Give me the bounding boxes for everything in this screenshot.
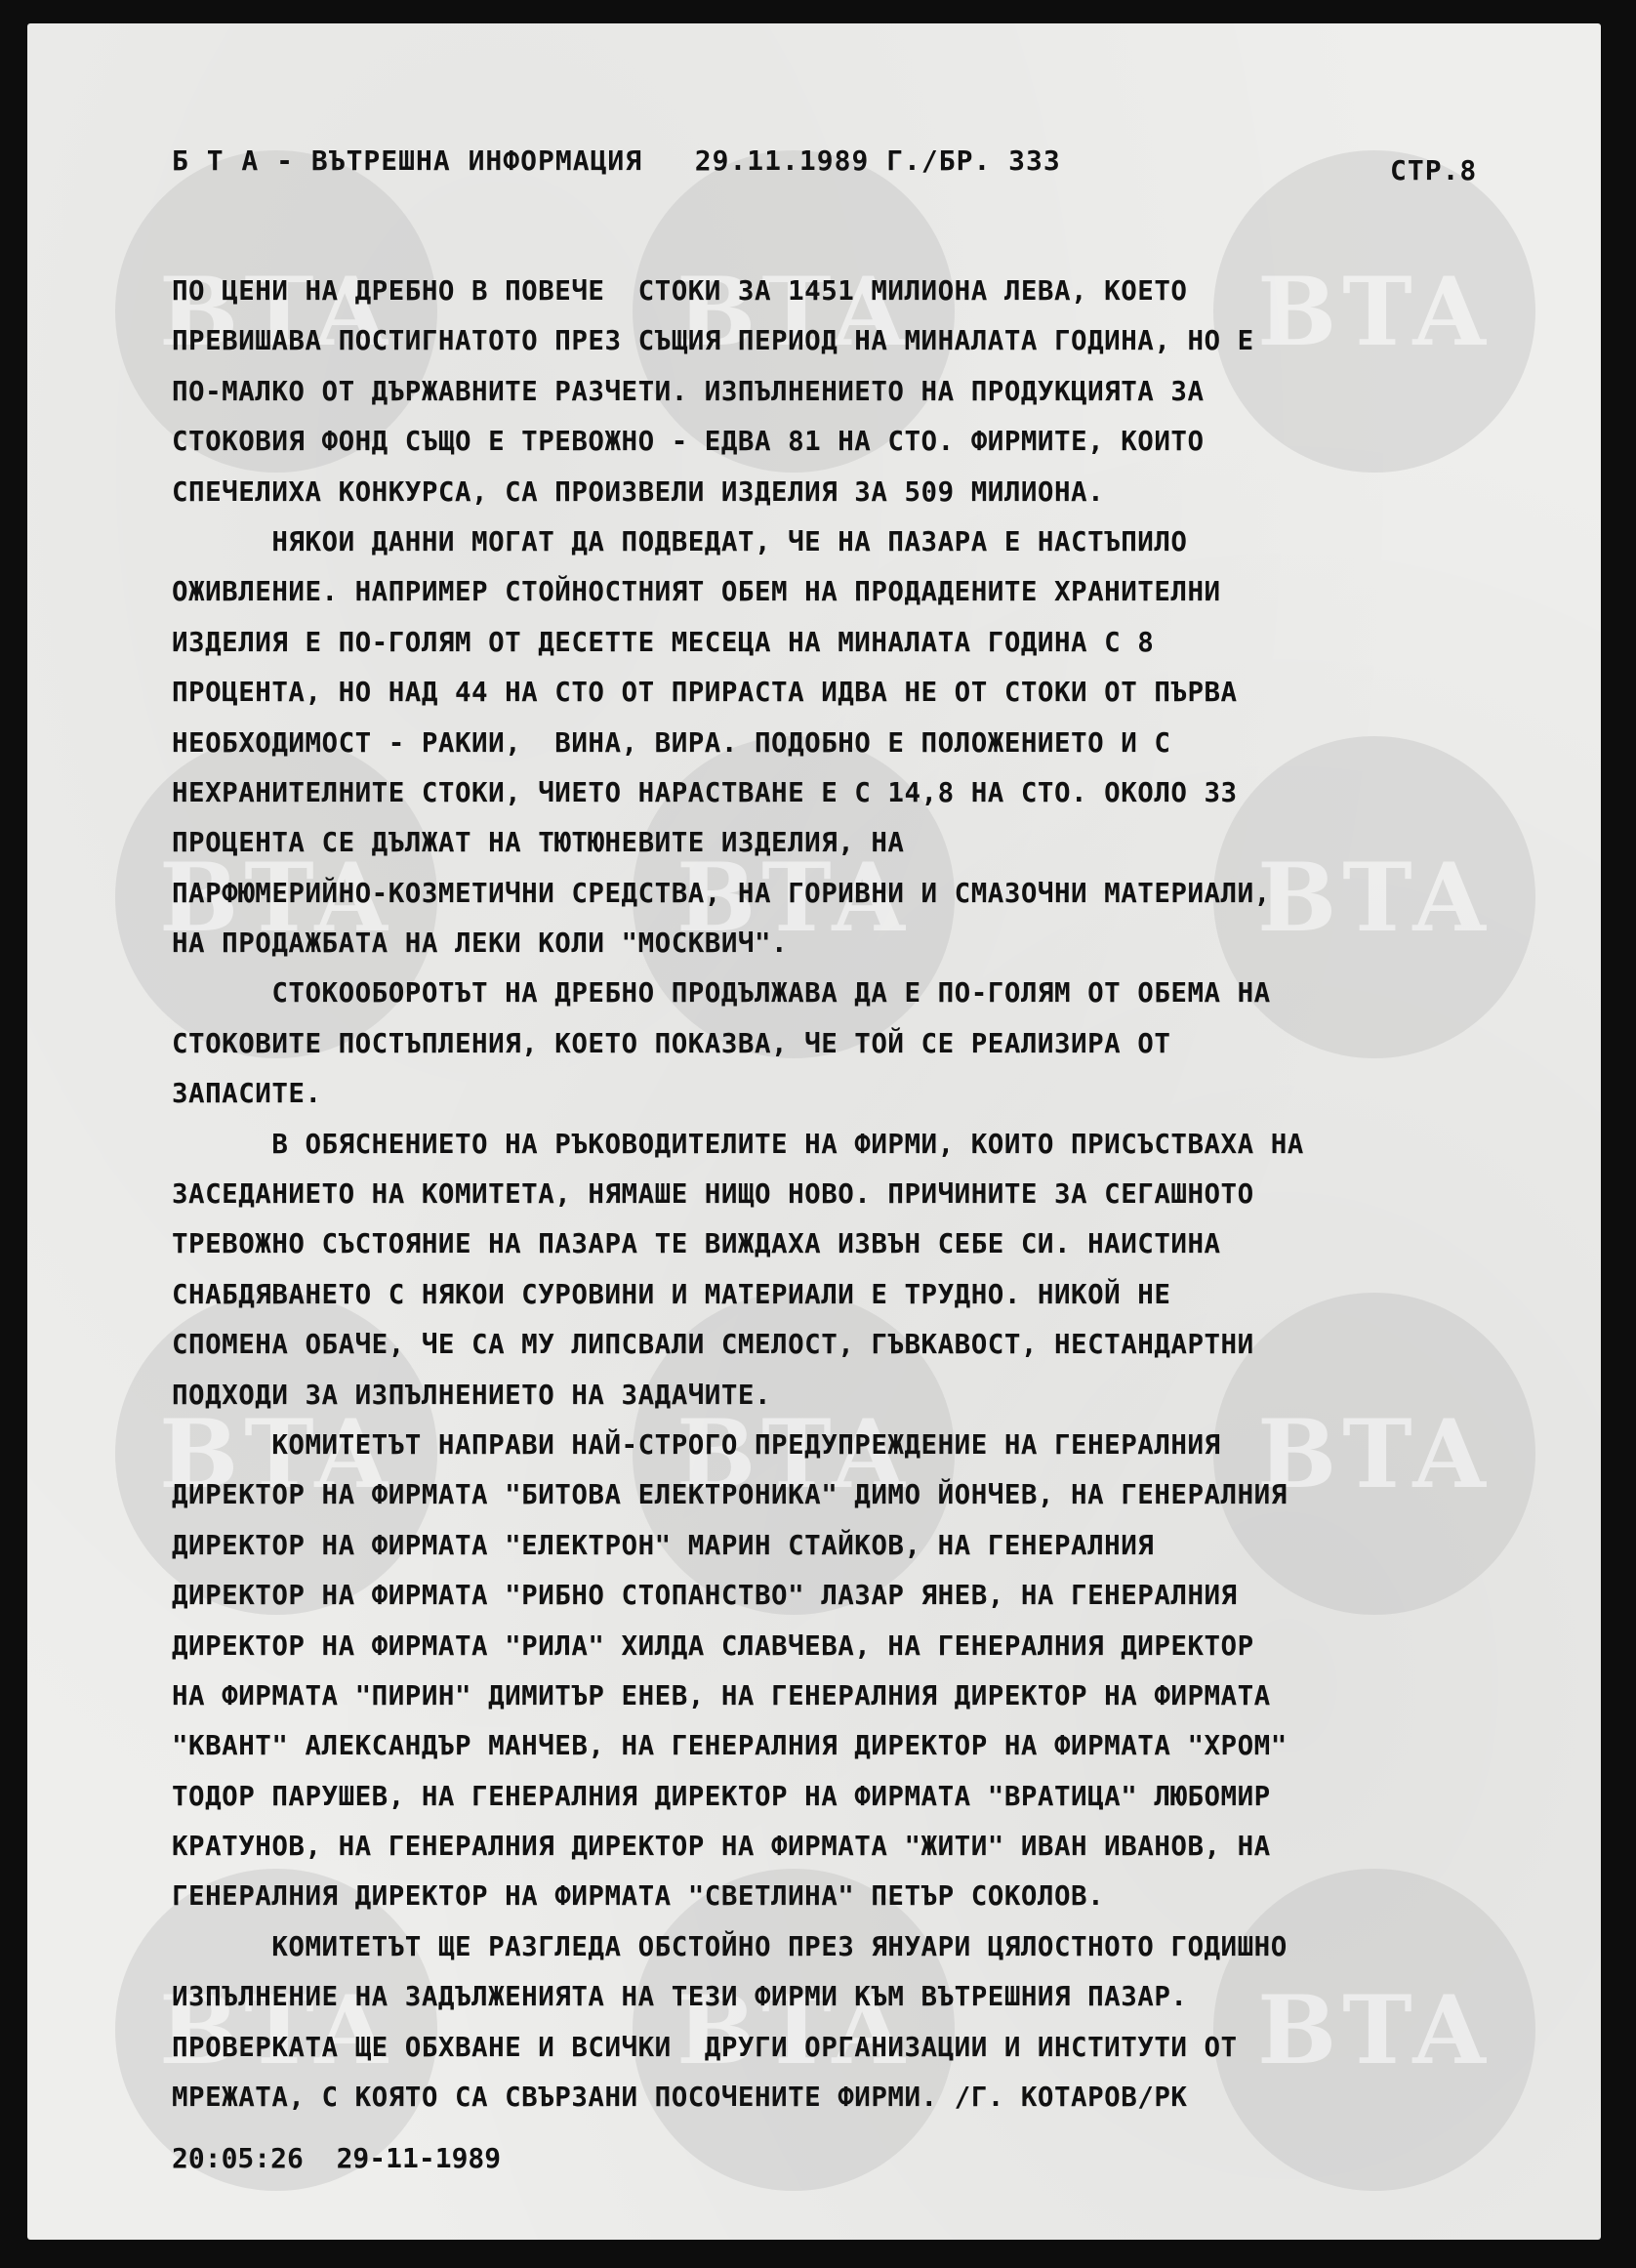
body-line: СТОКОВИТЕ ПОСТЪПЛЕНИЯ, КОЕТО ПОКАЗВА, ЧЕ ТОЙ СЕ РЕАЛИЗИРА ОТ xyxy=(172,1027,1171,1059)
body-line: КРАТУНОВ, НА ГЕНЕРАЛНИЯ ДИРЕКТОР НА ФИРМАТА "ЖИТИ" ИВАН ИВАНОВ, НА xyxy=(172,1831,1271,1863)
body-line: СТОКОВИЯ ФОНД СЪЩО Е ТРЕВОЖНО - ЕДВА 81 НА СТО. ФИРМИТЕ, КОИТО xyxy=(172,426,1205,458)
body-line: ДИРЕКТОР НА ФИРМАТА "ЕЛЕКТРОН" МАРИН СТАЙКОВ, НА ГЕНЕРАЛНИЯ xyxy=(172,1529,1155,1561)
body-line: ДИРЕКТОР НА ФИРМАТА "РИБНО СТОПАНСТВО" ЛАЗАР ЯНЕВ, НА ГЕНЕРАЛНИЯ xyxy=(172,1580,1238,1612)
page-number: СТР.8 xyxy=(1390,154,1478,186)
body-line: ИЗПЪЛНЕНИЕ НА ЗАДЪЛЖЕНИЯТА НА ТЕЗИ ФИРМИ КЪМ ВЪТРЕШНИЯ ПАЗАР. xyxy=(172,1981,1188,2013)
bta-watermark-logo: BTA xyxy=(633,1869,955,2191)
body-line: ПО-МАЛКО ОТ ДЪРЖАВНИТЕ РАЗЧЕТИ. ИЗПЪЛНЕНИЕТО НА ПРОДУКЦИЯТА ЗА xyxy=(172,375,1205,407)
document-header: Б Т А - ВЪТРЕШНА ИНФОРМАЦИЯ 29.11.1989 Г./БР. 333 xyxy=(172,144,1061,177)
body-line: МРЕЖАТА, С КОЯТО СА СВЪРЗАНИ ПОСОЧЕНИТЕ ФИРМИ. /Г. КОТАРОВ/РК xyxy=(172,2082,1188,2113)
body-line: КОМИТЕТЪТ НАПРАВИ НАЙ-СТРОГО ПРЕДУПРЕЖДЕНИЕ НА ГЕНЕРАЛНИЯ xyxy=(172,1428,1221,1461)
body-line: "КВАНТ" АЛЕКСАНДЪР МАНЧЕВ, НА ГЕНЕРАЛНИЯ ДИРЕКТОР НА ФИРМАТА "ХРОМ" xyxy=(172,1730,1288,1762)
body-line: ТРЕВОЖНО СЪСТОЯНИЕ НА ПАЗАРА ТЕ ВИЖДАХА ИЗВЪН СЕБЕ СИ. НАИСТИНА xyxy=(172,1228,1221,1260)
bta-watermark-logo: BTA xyxy=(1213,1293,1535,1615)
bta-watermark-logo: BTA xyxy=(1213,736,1535,1058)
body-line: НЕОБХОДИМОСТ - РАКИИ, ВИНА, ВИРА. ПОДОБНО Е ПОЛОЖЕНИЕТО И С xyxy=(172,726,1171,759)
body-line: ПРЕВИШАВА ПОСТИГНАТОТО ПРЕЗ СЪЩИЯ ПЕРИОД НА МИНАЛАТА ГОДИНА, НО Е xyxy=(172,325,1254,357)
body-line: ГЕНЕРАЛНИЯ ДИРЕКТОР НА ФИРМАТА "СВЕТЛИНА" ПЕТЪР СОКОЛОВ. xyxy=(172,1880,1105,1913)
body-line: ТОДОР ПАРУШЕВ, НА ГЕНЕРАЛНИЯ ДИРЕКТОР НА ФИРМАТА "ВРАТИЦА" ЛЮБОМИР xyxy=(172,1780,1271,1812)
body-line: СПЕЧЕЛИХА КОНКУРСА, СА ПРОИЗВЕЛИ ИЗДЕЛИЯ ЗА 509 МИЛИОНА. xyxy=(172,475,1105,508)
body-line: ПАРФЮМЕРИЙНО-КОЗМЕТИЧНИ СРЕДСТВА, НА ГОРИВНИ И СМАЗОЧНИ МАТЕРИАЛИ, xyxy=(172,877,1271,909)
body-line: В ОБЯСНЕНИЕТО НА РЪКОВОДИТЕЛИТЕ НА ФИРМИ, КОИТО ПРИСЪСТВАХА НА xyxy=(172,1128,1304,1160)
body-line: ПРОЦЕНТА, НО НАД 44 НА СТО ОТ ПРИРАСТА ИДВА НЕ ОТ СТОКИ ОТ ПЪРВА xyxy=(172,677,1238,709)
body-line: ЗАПАСИТЕ. xyxy=(172,1078,322,1110)
body-line: СТОКООБОРОТЪТ НА ДРЕБНО ПРОДЪЛЖАВА ДА Е ПО-ГОЛЯМ ОТ ОБЕМА НА xyxy=(172,977,1271,1010)
bta-watermark-logo: BTA xyxy=(633,150,955,473)
bta-watermark-logo: BTA xyxy=(633,736,955,1058)
body-line: КОМИТЕТЪТ ЩЕ РАЗГЛЕДА ОБСТОЙНО ПРЕЗ ЯНУАРИ ЦЯЛОСТНОТО ГОДИШНО xyxy=(172,1930,1288,1962)
body-line: СПОМЕНА ОБАЧЕ, ЧЕ СА МУ ЛИПСВАЛИ СМЕЛОСТ, ГЪВКАВОСТ, НЕСТАНДАРТНИ xyxy=(172,1329,1254,1361)
bta-watermark-logo: BTA xyxy=(1213,1869,1535,2191)
body-line: НЕХРАНИТЕЛНИТЕ СТОКИ, ЧИЕТО НАРАСТВАНЕ Е С 14,8 НА СТО. ОКОЛО 33 xyxy=(172,776,1238,808)
body-line: ПРОЦЕНТА СЕ ДЪЛЖАТ НА ТЮТЮНЕВИТЕ ИЗДЕЛИЯ, НА xyxy=(172,827,905,859)
body-line: НА ПРОДАЖБАТА НА ЛЕКИ КОЛИ "МОСКВИЧ". xyxy=(172,928,789,960)
body-line: ПОДХОДИ ЗА ИЗПЪЛНЕНИЕТО НА ЗАДАЧИТЕ. xyxy=(172,1379,772,1411)
body-line: ИЗДЕЛИЯ Е ПО-ГОЛЯМ ОТ ДЕСЕТТЕ МЕСЕЦА НА МИНАЛАТА ГОДИНА С 8 xyxy=(172,626,1155,658)
body-line: ПО ЦЕНИ НА ДРЕБНО В ПОВЕЧЕ СТОКИ ЗА 1451 МИЛИОНА ЛЕВА, КОЕТО xyxy=(172,275,1188,307)
body-line: НА ФИРМАТА "ПИРИН" ДИМИТЪР ЕНЕВ, НА ГЕНЕРАЛНИЯ ДИРЕКТОР НА ФИРМАТА xyxy=(172,1679,1271,1711)
body-line: ОЖИВЛЕНИЕ. НАПРИМЕР СТОЙНОСТНИЯТ ОБЕМ НА ПРОДАДЕНИТЕ ХРАНИТЕЛНИ xyxy=(172,576,1221,608)
body-line: СНАБДЯВАНЕТО С НЯКОИ СУРОВИНИ И МАТЕРИАЛИ Е ТРУДНО. НИКОЙ НЕ xyxy=(172,1278,1171,1310)
body-line: ЗАСЕДАНИЕТО НА КОМИТЕТА, НЯМАШЕ НИЩО НОВО. ПРИЧИНИТЕ ЗА СЕГАШНОТО xyxy=(172,1178,1254,1210)
bta-watermark-logo: BTA xyxy=(115,1869,437,2191)
body-line: ДИРЕКТОР НА ФИРМАТА "БИТОВА ЕЛЕКТРОНИКА" ДИМО ЙОНЧЕВ, НА ГЕНЕРАЛНИЯ xyxy=(172,1479,1288,1511)
transmission-timestamp: 20:05:26 29-11-1989 xyxy=(172,2142,502,2174)
body-line: НЯКОИ ДАННИ МОГАТ ДА ПОДВЕДАТ, ЧЕ НА ПАЗАРА Е НАСТЪПИЛО xyxy=(172,525,1188,557)
body-line: ПРОВЕРКАТА ЩЕ ОБХВАНЕ И ВСИЧКИ ДРУГИ ОРГАНИЗАЦИИ И ИНСТИТУТИ ОТ xyxy=(172,2031,1238,2063)
bta-watermark-logo: BTA xyxy=(1213,150,1535,473)
bta-watermark-logo: BTA xyxy=(115,1293,437,1615)
bta-watermark-logo: BTA xyxy=(633,1293,955,1615)
bta-watermark-logo: BTA xyxy=(115,736,437,1058)
bta-watermark-logo: BTA xyxy=(115,150,437,473)
body-line: ДИРЕКТОР НА ФИРМАТА "РИЛА" ХИЛДА СЛАВЧЕВА, НА ГЕНЕРАЛНИЯ ДИРЕКТОР xyxy=(172,1629,1254,1662)
